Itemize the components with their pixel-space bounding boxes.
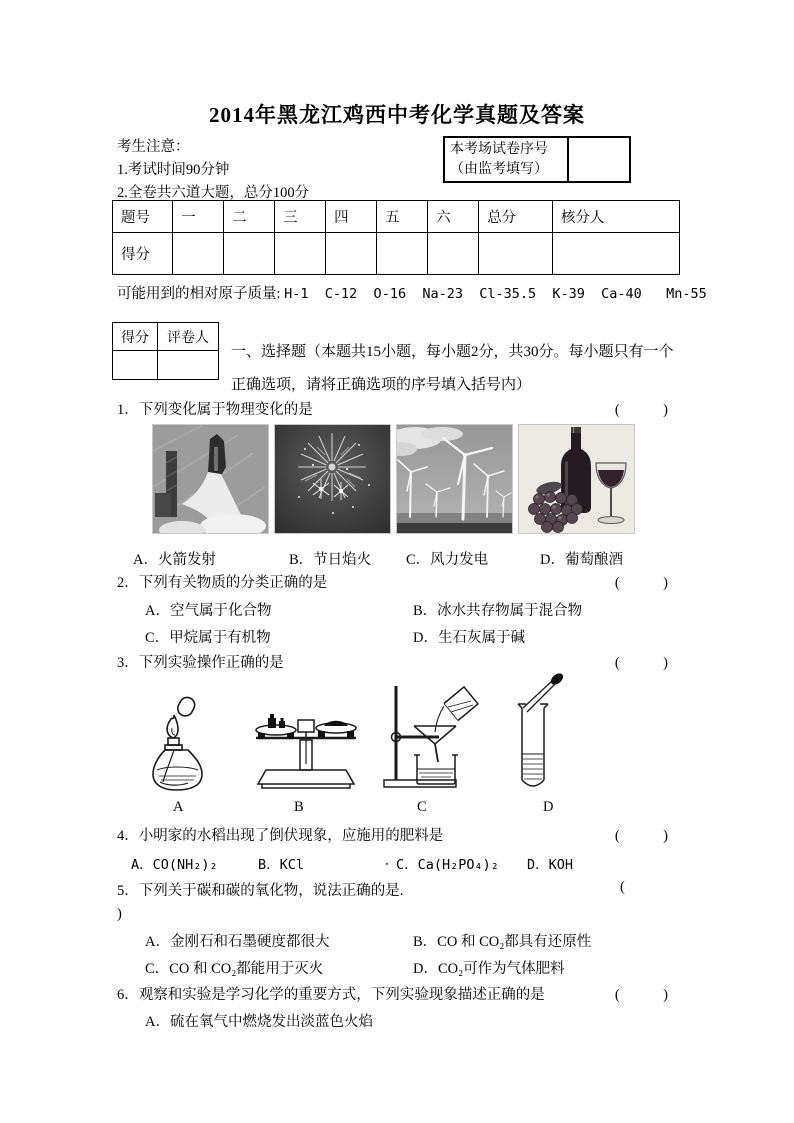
atomic-mass-label: 可能用到的相对原子质量: [117,286,285,302]
fireworks-photo [274,424,391,534]
col-header: 四 [326,201,377,233]
exam-serial-label: 本考场试卷序号 （由监考填写） [450,142,548,177]
question-1 [117,398,668,419]
question-2-text: 2．下列有关物质的分类正确的是 [117,575,328,591]
answer-bracket: ( ) [614,828,668,844]
question-2 [117,571,668,592]
q5-option-d: D．CO₂可作为气体肥料 [413,961,565,977]
notice-heading: 考生注意： [117,139,190,155]
table-row [113,233,680,275]
table-row [113,201,680,233]
row-label: 得分 [113,233,173,275]
test-tube-dropper-figure [514,670,566,794]
q5-option-c: C．CO 和 CO₂都能用于灭火 [145,961,324,977]
answer-bracket: ( ) [614,575,668,591]
atomic-mass-values: H-1 C-12 O-16 Na-23 Cl-35.5 K-39 Ca-40 Mn-55 [284,286,707,302]
q1-option-c: C．风力发电 [406,552,489,568]
answer-bracket-open: ( [620,879,625,895]
answer-bracket-close: ) [117,906,122,922]
section-1-heading [231,336,681,402]
score-summary-table [112,200,680,275]
score-cell [377,233,428,275]
filtration-setup-figure [381,682,485,792]
score-cell [113,351,158,380]
grape-wine-photo [518,424,635,534]
score-cell [224,233,275,275]
figure-label-b: B [294,799,304,815]
col-header: 三 [275,201,326,233]
col-header: 核分人 [552,201,679,233]
exam-serial-value-cell [567,138,629,181]
answer-bracket: ( ) [614,655,668,671]
figure-label-a: A [173,799,184,815]
q2-option-d: D．生石灰属于碱 [413,630,525,646]
table-row [113,351,219,380]
col-header: 题号 [113,201,173,233]
q4-option-c: C．Ca(H₂PO₄)₂ [396,857,499,873]
q2-option-c: C．甲烷属于有机物 [145,630,271,646]
question-3-text: 3．下列实验操作正确的是 [117,655,284,671]
question-1-text: 1．下列变化属于物理变化的是 [117,402,313,418]
question-5 [117,879,668,900]
question-5-text: 5．下列关于碳和碳的氧化物，说法正确的是. [117,883,404,899]
page-title: 2014年黑龙江鸡西中考化学真题及答案 [209,103,585,127]
question-3 [117,651,668,672]
score-cell [479,233,553,275]
grader-cell [158,351,219,380]
q4-option-d: D．KOH [527,857,574,873]
atomic-mass-line [117,282,707,303]
col-header: 六 [428,201,479,233]
col-header: 五 [377,201,428,233]
score-cell [428,233,479,275]
q5-option-b: B．CO 和 CO₂都具有还原性 [413,934,592,950]
table-row [113,323,219,351]
score-cell [275,233,326,275]
exam-serial-box [443,136,631,183]
notice-line-2: 2.全卷共六道大题，总分100分 [117,185,310,201]
score-cell [326,233,377,275]
question-4-text: 4．小明家的水稻出现了倒伏现象，应施用的肥料是 [117,828,444,844]
question-4 [117,824,668,845]
candidate-notice [117,136,309,205]
section-1-line-2: 正确选项，请将正确选项的序号填入括号内） [231,377,532,393]
section-1-line-1: 一、选择题（本题共15小题，每小题2分，共30分。每小题只有一个 [231,344,674,360]
q2-option-a: A．空气属于化合物 [145,603,272,619]
figure-label-d: D [543,799,554,815]
answer-bracket: ( ) [614,402,668,418]
notice-line-1: 1.考试时间90分钟 [117,162,230,178]
stray-dot: . [385,853,389,869]
alcohol-lamp-figure [150,694,214,794]
q6-option-a: A．硫在氧气中燃烧发出淡蓝色火焰 [145,1014,373,1030]
col-header: 总分 [479,201,553,233]
q1-option-a: A．火箭发射 [133,552,216,568]
score-cell [552,233,679,275]
q5-option-a: A．金刚石和石墨硬度都很大 [145,934,330,950]
rocket-launch-photo [152,424,269,534]
question-6-text: 6．观察和实验是学习化学的重要方式，下列实验现象描述正确的是 [117,987,545,1003]
q1-option-d: D．葡萄酿酒 [540,552,623,568]
col-header: 一 [173,201,224,233]
grader-score-box [112,322,219,380]
figure-label-c: C [417,799,427,815]
question-6 [117,983,668,1004]
q4-option-a: A．CO(NH₂)₂ [131,857,218,873]
question-1-photos [152,424,635,534]
q4-option-b: B．KCl [258,857,305,873]
score-header: 得分 [113,323,158,351]
q2-option-b: B．冰水共存物属于混合物 [413,603,583,619]
grader-header: 评卷人 [158,323,219,351]
wind-power-photo [396,424,513,534]
answer-bracket: ( ) [614,987,668,1003]
score-cell [173,233,224,275]
q1-option-b: B．节日焰火 [289,552,372,568]
col-header: 二 [224,201,275,233]
balance-scale-figure [246,710,366,792]
